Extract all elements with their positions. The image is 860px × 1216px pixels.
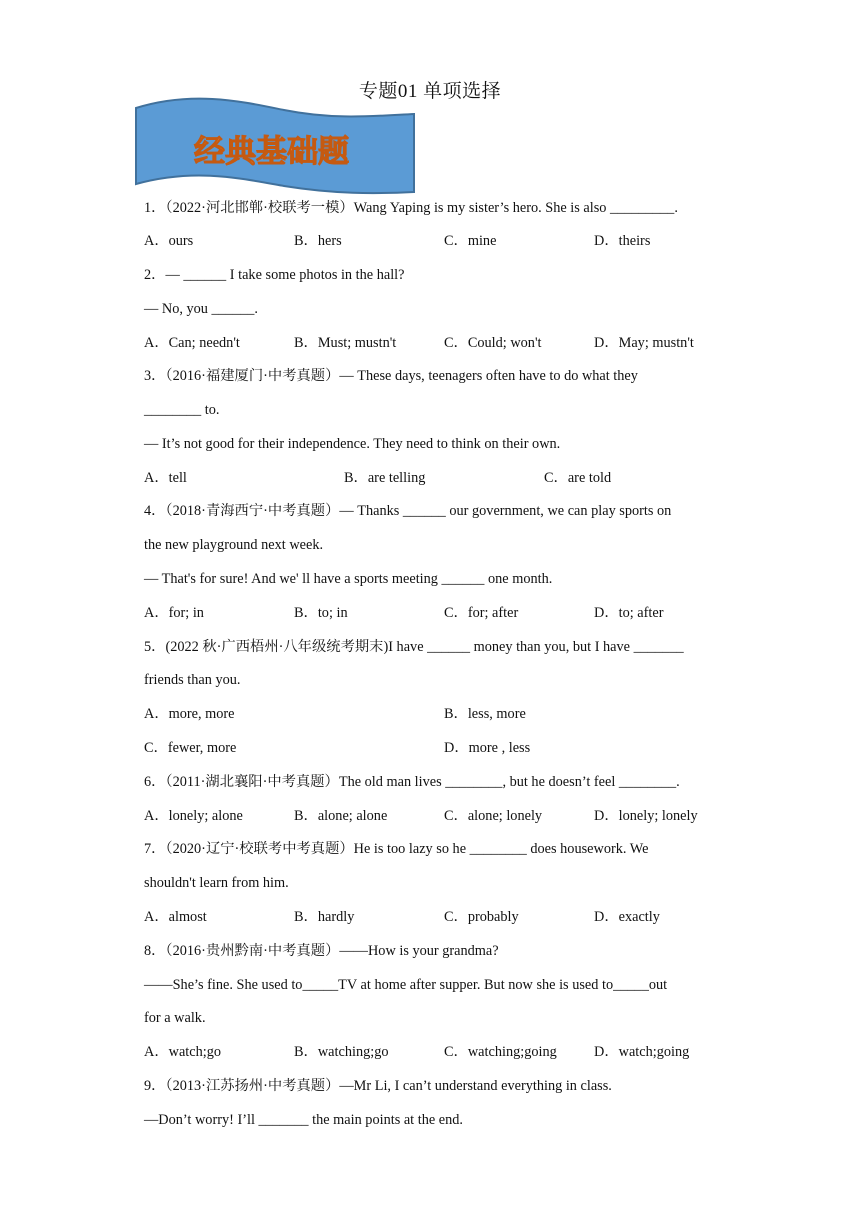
question-8-stem: 8．（2016·贵州黔南·中考真题）——How is your grandma? [144, 943, 499, 959]
option-5-c[interactable]: C．fewer, more [144, 740, 237, 756]
option-8-a[interactable]: A．watch;go [144, 1044, 222, 1060]
question-5-stem: 5．(2022 秋·广西梧州·八年级统考期末)I have ______ money than you, but I have _______ [144, 639, 684, 655]
option-4-a[interactable]: A．for; in [144, 605, 204, 621]
question-3-stem-line-2: ________ to. [144, 402, 220, 418]
option-4-d[interactable]: D．to; after [594, 605, 664, 621]
option-8-c[interactable]: C．watching;going [444, 1044, 557, 1060]
option-6-b[interactable]: B．alone; alone [294, 808, 388, 824]
question-1-stem: 1．（2022·河北邯郸·校联考一模）Wang Yaping is my sister’s hero. She is also _________. [144, 200, 678, 216]
question-5-stem-line-2: friends than you. [144, 672, 241, 688]
question-7-stem-line-2: shouldn't learn from him. [144, 875, 289, 891]
question-3-stem: 3．（2016·福建厦门·中考真题）— These days, teenagers often have to do what they [144, 368, 638, 384]
option-8-d[interactable]: D．watch;going [594, 1044, 690, 1060]
option-1-c[interactable]: C．mine [444, 233, 497, 249]
option-8-b[interactable]: B．watching;go [294, 1044, 389, 1060]
option-2-c[interactable]: C．Could; won't [444, 335, 542, 351]
option-1-a[interactable]: A．ours [144, 233, 194, 249]
option-3-c[interactable]: C．are told [544, 470, 612, 486]
option-6-a[interactable]: A．lonely; alone [144, 808, 243, 824]
option-4-c[interactable]: C．for; after [444, 605, 519, 621]
option-1-d[interactable]: D．theirs [594, 233, 651, 249]
question-8-stem-line-3: for a walk. [144, 1010, 206, 1026]
option-2-b[interactable]: B．Must; mustn't [294, 335, 397, 351]
option-6-d[interactable]: D．lonely; lonely [594, 808, 698, 824]
question-3-stem-line-3: — It’s not good for their independence. They need to think on their own. [144, 436, 561, 452]
question-4-stem-line-2: the new playground next week. [144, 537, 324, 553]
option-7-b[interactable]: B．hardly [294, 909, 355, 925]
question-9-stem: 9．（2013·江苏扬州·中考真题）—Mr Li, I can’t understand everything in class. [144, 1078, 612, 1094]
question-6-stem: 6．（2011·湖北襄阳·中考真题）The old man lives ________, but he doesn’t feel ________. [144, 774, 680, 790]
section-banner [134, 96, 416, 196]
option-1-b[interactable]: B．hers [294, 233, 342, 249]
question-2-stem-line-2: — No, you ______. [144, 301, 258, 317]
option-5-b[interactable]: B．less, more [444, 706, 526, 722]
question-7-stem: 7．（2020·辽宁·校联考中考真题）He is too lazy so he ________ does housework. We [144, 841, 649, 857]
option-3-b[interactable]: B．are telling [344, 470, 426, 486]
option-7-a[interactable]: A．almost [144, 909, 207, 925]
option-2-a[interactable]: A．Can; needn't [144, 335, 240, 351]
question-2-stem: 2．— ______ I take some photos in the hall? [144, 267, 405, 283]
option-5-d[interactable]: D．more , less [444, 740, 531, 756]
option-7-c[interactable]: C．probably [444, 909, 519, 925]
banner-text: 经典基础题 [194, 134, 349, 170]
option-4-b[interactable]: B．to; in [294, 605, 348, 621]
option-2-d[interactable]: D．May; mustn't [594, 335, 694, 351]
option-6-c[interactable]: C．alone; lonely [444, 808, 543, 824]
page-title: 专题01 单项选择 [358, 81, 502, 102]
question-4-stem: 4．（2018·青海西宁·中考真题）— Thanks ______ our government, we can play sports on [144, 503, 672, 519]
option-5-a[interactable]: A．more, more [144, 706, 235, 722]
question-8-stem-line-2: ——She’s fine. She used to_____TV at home after supper. But now she is used to_____out [144, 977, 668, 993]
option-7-d[interactable]: D．exactly [594, 909, 660, 925]
question-4-stem-line-3: — That's for sure! And we' ll have a sports meeting ______ one month. [144, 571, 553, 587]
question-9-stem-line-2: —Don’t worry! I’ll _______ the main points at the end. [144, 1112, 463, 1128]
option-3-a[interactable]: A．tell [144, 470, 187, 486]
